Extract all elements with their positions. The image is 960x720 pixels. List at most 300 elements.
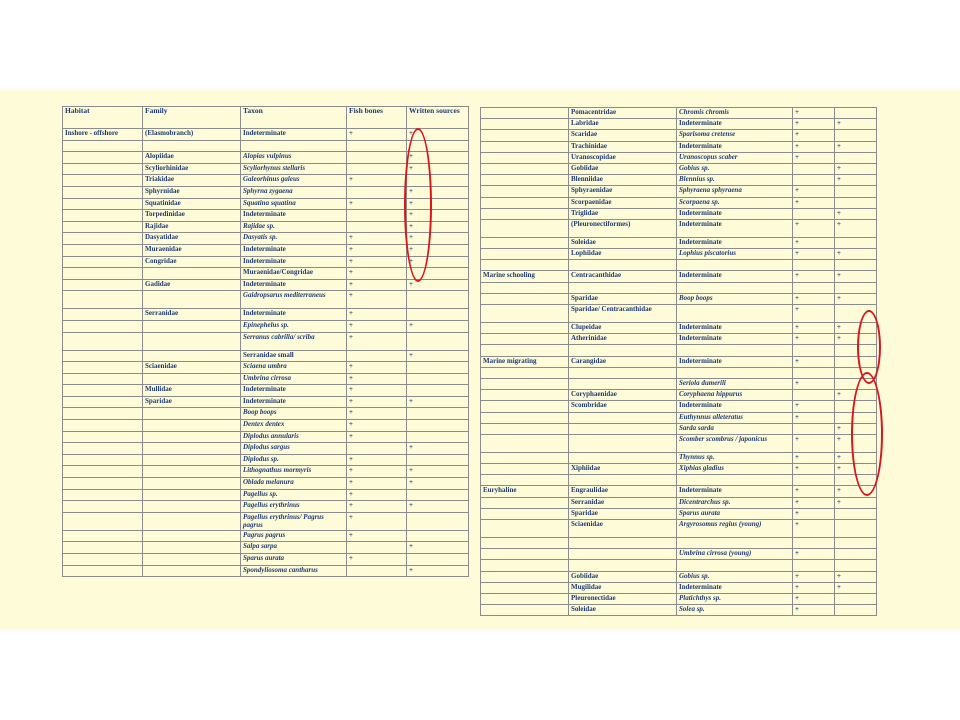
family-cell bbox=[143, 478, 241, 490]
family-cell: Sparidae/ Centracanthidae bbox=[569, 305, 677, 323]
habitat-cell bbox=[481, 605, 569, 616]
table-row bbox=[481, 475, 877, 486]
table-row bbox=[481, 593, 877, 604]
taxon-cell: Platichthys sp. bbox=[677, 593, 793, 604]
family-cell: Clupeidae bbox=[569, 323, 677, 334]
habitat-cell bbox=[481, 582, 569, 593]
written-sources-cell: + bbox=[407, 221, 469, 233]
table-row bbox=[481, 208, 877, 219]
family-cell: Gobiidae bbox=[569, 571, 677, 582]
fish-bones-cell: + bbox=[793, 412, 835, 423]
written-sources-cell bbox=[835, 197, 877, 208]
habitat-cell bbox=[63, 221, 143, 233]
fish-bones-cell: + bbox=[347, 256, 407, 268]
family-cell bbox=[143, 408, 241, 420]
fish-bones-cell bbox=[793, 260, 835, 271]
fish-bones-cell: + bbox=[793, 571, 835, 582]
habitat-cell bbox=[481, 186, 569, 197]
habitat-cell bbox=[63, 279, 143, 291]
habitat-cell bbox=[63, 454, 143, 466]
family-cell: Sphyraenidae bbox=[569, 186, 677, 197]
family-cell: Triglidae bbox=[569, 208, 677, 219]
taxon-cell: Indeterminate bbox=[241, 385, 347, 397]
taxon-cell: Indeterminate bbox=[677, 401, 793, 412]
written-sources-cell: + bbox=[835, 175, 877, 186]
habitat-cell bbox=[481, 260, 569, 271]
habitat-cell bbox=[481, 452, 569, 463]
table-row bbox=[63, 279, 469, 291]
written-sources-cell bbox=[835, 593, 877, 604]
fish-bones-cell bbox=[347, 350, 407, 362]
table-row bbox=[481, 152, 877, 163]
fish-bones-cell: + bbox=[793, 197, 835, 208]
habitat-cell bbox=[481, 367, 569, 378]
written-sources-cell: + bbox=[835, 208, 877, 219]
fish-bones-cell bbox=[793, 163, 835, 174]
table-row bbox=[63, 396, 469, 408]
habitat-cell bbox=[481, 520, 569, 538]
taxon-cell: Squatina squatina bbox=[241, 198, 347, 210]
habitat-cell bbox=[481, 390, 569, 401]
table-row bbox=[481, 464, 877, 475]
table-row bbox=[481, 219, 877, 237]
written-sources-cell bbox=[835, 282, 877, 293]
family-cell: Sparidae bbox=[569, 508, 677, 519]
written-sources-cell: + bbox=[835, 497, 877, 508]
fish-bones-cell: + bbox=[347, 554, 407, 566]
fish-bones-cell bbox=[793, 390, 835, 401]
table-row bbox=[481, 401, 877, 412]
written-sources-cell: + bbox=[835, 141, 877, 152]
habitat-cell bbox=[63, 373, 143, 385]
fish-bones-cell: + bbox=[347, 431, 407, 443]
habitat-cell bbox=[63, 152, 143, 164]
family-cell bbox=[143, 542, 241, 554]
family-cell bbox=[569, 549, 677, 560]
taxon-cell: Spondyliosoma cantharus bbox=[241, 565, 347, 577]
habitat-cell bbox=[63, 466, 143, 478]
taxon-cell bbox=[677, 367, 793, 378]
family-cell: Scombridae bbox=[569, 401, 677, 412]
fish-bones-cell: + bbox=[347, 244, 407, 256]
habitat-cell bbox=[481, 175, 569, 186]
habitat-cell bbox=[481, 538, 569, 549]
table-row bbox=[63, 129, 469, 141]
table-row bbox=[481, 163, 877, 174]
taxon-cell: Indeterminate bbox=[677, 323, 793, 334]
fish-bones-cell: + bbox=[347, 420, 407, 432]
written-sources-cell: + bbox=[835, 390, 877, 401]
habitat-cell: Marine migrating bbox=[481, 356, 569, 367]
table-row bbox=[481, 367, 877, 378]
fish-bones-cell: + bbox=[793, 141, 835, 152]
habitat-cell bbox=[481, 434, 569, 452]
fish-bones-cell: + bbox=[793, 108, 835, 119]
taxon-cell: Coryphaena hippurus bbox=[677, 390, 793, 401]
table-row bbox=[63, 408, 469, 420]
table-row bbox=[481, 497, 877, 508]
written-sources-cell bbox=[835, 186, 877, 197]
written-sources-cell: + bbox=[835, 582, 877, 593]
fish-bones-cell: + bbox=[793, 119, 835, 130]
written-sources-cell: + bbox=[835, 571, 877, 582]
fish-bones-cell bbox=[347, 163, 407, 175]
family-cell: Trachinidae bbox=[569, 141, 677, 152]
fish-bones-cell: + bbox=[793, 520, 835, 538]
fish-bones-cell: + bbox=[793, 486, 835, 497]
table-row bbox=[63, 268, 469, 280]
habitat-cell bbox=[63, 210, 143, 222]
habitat-cell bbox=[481, 345, 569, 356]
family-cell: Muraenidae bbox=[143, 244, 241, 256]
written-sources-cell bbox=[835, 130, 877, 141]
fish-bones-cell: + bbox=[793, 130, 835, 141]
habitat-cell bbox=[481, 412, 569, 423]
habitat-cell bbox=[481, 108, 569, 119]
habitat-cell bbox=[481, 497, 569, 508]
habitat-cell bbox=[481, 219, 569, 237]
fish-bones-cell bbox=[793, 282, 835, 293]
written-sources-cell: + bbox=[407, 443, 469, 455]
taxon-cell bbox=[677, 475, 793, 486]
table-row bbox=[481, 345, 877, 356]
family-cell bbox=[569, 367, 677, 378]
written-sources-cell: + bbox=[407, 542, 469, 554]
habitat-cell bbox=[481, 130, 569, 141]
table-row bbox=[481, 119, 877, 130]
family-cell bbox=[143, 466, 241, 478]
taxon-cell: Rajidae sp. bbox=[241, 221, 347, 233]
table-row bbox=[481, 323, 877, 334]
habitat-cell bbox=[481, 197, 569, 208]
family-cell: Sciaenidae bbox=[143, 362, 241, 374]
fish-bones-cell: + bbox=[793, 378, 835, 389]
family-cell: Gobiidae bbox=[569, 163, 677, 174]
fish-bones-cell: + bbox=[793, 434, 835, 452]
taxon-cell: Pagellus erythrinus bbox=[241, 501, 347, 513]
fish-bones-cell: + bbox=[793, 323, 835, 334]
table-row bbox=[481, 197, 877, 208]
family-cell bbox=[143, 454, 241, 466]
habitat-cell bbox=[481, 208, 569, 219]
written-sources-cell: + bbox=[407, 320, 469, 332]
written-sources-cell: + bbox=[407, 466, 469, 478]
written-sources-cell: + bbox=[407, 350, 469, 362]
written-sources-cell bbox=[407, 530, 469, 542]
taxon-cell bbox=[677, 282, 793, 293]
fish-bones-cell: + bbox=[347, 320, 407, 332]
table-row bbox=[481, 549, 877, 560]
written-sources-cell bbox=[407, 309, 469, 321]
habitat-cell bbox=[481, 119, 569, 130]
taxon-cell bbox=[241, 140, 347, 152]
fish-bones-cell: + bbox=[793, 464, 835, 475]
taxon-cell: Indeterminate bbox=[677, 582, 793, 593]
habitat-cell bbox=[481, 423, 569, 434]
habitat-cell bbox=[481, 237, 569, 248]
family-cell: Scaridae bbox=[569, 130, 677, 141]
taxon-cell: Galeorhinus galeus bbox=[241, 175, 347, 187]
fish-bones-cell: + bbox=[347, 454, 407, 466]
taxon-cell: Euthynnus alleteratus bbox=[677, 412, 793, 423]
habitat-cell bbox=[63, 163, 143, 175]
written-sources-cell: + bbox=[407, 210, 469, 222]
fish-bones-cell: + bbox=[793, 497, 835, 508]
family-cell: Blenniidae bbox=[569, 175, 677, 186]
fish-bones-cell: + bbox=[793, 237, 835, 248]
table-row bbox=[63, 478, 469, 490]
table-row bbox=[481, 605, 877, 616]
taxon-cell: Indeterminate bbox=[677, 271, 793, 282]
written-sources-cell: + bbox=[407, 198, 469, 210]
habitat-cell bbox=[63, 431, 143, 443]
family-cell bbox=[569, 378, 677, 389]
habitat-cell bbox=[63, 489, 143, 501]
habitat-cell bbox=[63, 420, 143, 432]
family-cell bbox=[143, 431, 241, 443]
written-sources-cell: + bbox=[835, 119, 877, 130]
family-cell bbox=[569, 475, 677, 486]
fish-bones-cell bbox=[793, 345, 835, 356]
fish-bones-cell: + bbox=[793, 152, 835, 163]
table-row bbox=[481, 237, 877, 248]
highlight-oval-right-lower bbox=[851, 372, 883, 496]
written-sources-cell bbox=[835, 508, 877, 519]
taxon-cell: Indeterminate bbox=[677, 208, 793, 219]
highlight-oval-left bbox=[404, 128, 432, 282]
right-table-body bbox=[481, 108, 877, 616]
table-row bbox=[481, 293, 877, 304]
written-sources-cell bbox=[835, 260, 877, 271]
taxon-cell bbox=[677, 345, 793, 356]
table-row bbox=[481, 356, 877, 367]
taxon-cell: Oblada melanura bbox=[241, 478, 347, 490]
fish-bones-cell: + bbox=[793, 305, 835, 323]
family-cell: Mullidae bbox=[143, 385, 241, 397]
taxon-cell: Lophius piscatorius bbox=[677, 249, 793, 260]
fish-bones-cell: + bbox=[347, 530, 407, 542]
table-row bbox=[63, 530, 469, 542]
habitat-cell bbox=[481, 571, 569, 582]
table-row bbox=[63, 420, 469, 432]
written-sources-cell bbox=[407, 554, 469, 566]
family-cell: Dasyatidae bbox=[143, 233, 241, 245]
table-row bbox=[481, 305, 877, 323]
family-cell: Triakidae bbox=[143, 175, 241, 187]
written-sources-cell bbox=[835, 538, 877, 549]
habitat-cell bbox=[63, 140, 143, 152]
fish-bones-cell bbox=[347, 140, 407, 152]
table-row bbox=[481, 434, 877, 452]
fish-bones-cell: + bbox=[347, 512, 407, 530]
written-sources-cell: + bbox=[835, 163, 877, 174]
family-cell: Scyliorhinidae bbox=[143, 163, 241, 175]
table-row bbox=[481, 508, 877, 519]
taxon-cell: Pagrus pagrus bbox=[241, 530, 347, 542]
family-cell: (Pleuronectiformes) bbox=[569, 219, 677, 237]
fish-bones-cell: + bbox=[793, 249, 835, 260]
written-sources-cell bbox=[407, 512, 469, 530]
habitat-cell bbox=[481, 152, 569, 163]
family-cell bbox=[569, 560, 677, 571]
family-cell: Pomacentridae bbox=[569, 108, 677, 119]
taxon-cell: Indeterminate bbox=[241, 129, 347, 141]
fish-bones-cell bbox=[347, 221, 407, 233]
table-row bbox=[63, 291, 469, 309]
taxon-cell bbox=[677, 560, 793, 571]
family-cell: Sparidae bbox=[143, 396, 241, 408]
fish-bones-cell bbox=[793, 367, 835, 378]
taxon-cell: Pagellus sp. bbox=[241, 489, 347, 501]
written-sources-cell bbox=[835, 560, 877, 571]
written-sources-cell bbox=[407, 332, 469, 350]
habitat-cell bbox=[481, 141, 569, 152]
header-family: Family bbox=[143, 107, 241, 129]
fish-bones-cell: + bbox=[793, 452, 835, 463]
taxon-cell: Indeterminate bbox=[677, 219, 793, 237]
taxon-cell: Indeterminate bbox=[677, 356, 793, 367]
taxon-cell: Sparisoma cretense bbox=[677, 130, 793, 141]
fish-bones-cell: + bbox=[793, 593, 835, 604]
habitat-cell bbox=[481, 293, 569, 304]
taxon-cell: Serranus cabrilla/ scriba bbox=[241, 332, 347, 350]
taxon-cell: Sparus aurata bbox=[241, 554, 347, 566]
taxon-cell: Alopias vulpinus bbox=[241, 152, 347, 164]
family-cell bbox=[143, 268, 241, 280]
written-sources-cell: + bbox=[835, 464, 877, 475]
table-row bbox=[481, 334, 877, 345]
habitat-cell bbox=[63, 256, 143, 268]
taxon-cell: Indeterminate bbox=[677, 119, 793, 130]
family-cell bbox=[143, 332, 241, 350]
taxon-cell bbox=[677, 260, 793, 271]
header-habitat: Habitat bbox=[63, 107, 143, 129]
fish-bones-cell bbox=[347, 542, 407, 554]
written-sources-cell bbox=[407, 489, 469, 501]
taxon-cell bbox=[677, 538, 793, 549]
written-sources-cell: + bbox=[407, 233, 469, 245]
table-row bbox=[481, 282, 877, 293]
taxon-cell: Indeterminate bbox=[677, 334, 793, 345]
habitat-cell: Inshore - offshore bbox=[63, 129, 143, 141]
family-cell: Sparidae bbox=[569, 293, 677, 304]
habitat-cell bbox=[63, 408, 143, 420]
family-cell: Coryphaenidae bbox=[569, 390, 677, 401]
table-row bbox=[481, 538, 877, 549]
fish-bones-cell: + bbox=[793, 271, 835, 282]
table-row bbox=[481, 141, 877, 152]
written-sources-cell: + bbox=[407, 478, 469, 490]
family-cell: Mugilidae bbox=[569, 582, 677, 593]
habitat-cell bbox=[481, 560, 569, 571]
habitat-cell bbox=[481, 282, 569, 293]
taxon-cell: Seriola dumerili bbox=[677, 378, 793, 389]
table-row bbox=[481, 390, 877, 401]
table-row bbox=[63, 565, 469, 577]
fish-bones-cell: + bbox=[347, 279, 407, 291]
fish-bones-cell: + bbox=[793, 605, 835, 616]
fish-bones-cell: + bbox=[347, 373, 407, 385]
fish-bones-cell: + bbox=[347, 309, 407, 321]
fish-bones-cell: + bbox=[347, 129, 407, 141]
habitat-cell bbox=[481, 401, 569, 412]
family-cell: Engraulidae bbox=[569, 486, 677, 497]
table-row bbox=[481, 260, 877, 271]
habitat-cell bbox=[63, 362, 143, 374]
taxon-cell: Solea sp. bbox=[677, 605, 793, 616]
family-cell: Sphyrnidae bbox=[143, 186, 241, 198]
taxon-cell: Gaidropsarus mediterraneus bbox=[241, 291, 347, 309]
written-sources-cell: + bbox=[835, 423, 877, 434]
written-sources-cell: + bbox=[407, 163, 469, 175]
family-cell bbox=[143, 291, 241, 309]
habitat-cell bbox=[63, 175, 143, 187]
fish-bones-cell: + bbox=[347, 501, 407, 513]
family-cell bbox=[143, 140, 241, 152]
fish-bones-cell bbox=[347, 210, 407, 222]
habitat-cell bbox=[63, 396, 143, 408]
table-row bbox=[63, 320, 469, 332]
habitat-cell bbox=[481, 249, 569, 260]
taxon-cell: Salpa sarpa bbox=[241, 542, 347, 554]
fish-bones-cell: + bbox=[347, 198, 407, 210]
header-taxon: Taxon bbox=[241, 107, 347, 129]
family-cell bbox=[143, 443, 241, 455]
table-row bbox=[63, 309, 469, 321]
written-sources-cell: + bbox=[407, 501, 469, 513]
taxon-cell: Thynnus sp. bbox=[677, 452, 793, 463]
taxon-cell: Indeterminate bbox=[241, 244, 347, 256]
written-sources-cell: + bbox=[407, 244, 469, 256]
fish-bones-cell: + bbox=[793, 582, 835, 593]
taxon-cell: Diplodus annularis bbox=[241, 431, 347, 443]
fish-bones-cell: + bbox=[793, 219, 835, 237]
written-sources-cell: + bbox=[407, 279, 469, 291]
taxon-cell: Pagellus erythrinus/ Pagrus pagrus bbox=[241, 512, 347, 530]
table-row bbox=[481, 486, 877, 497]
taxon-cell: Indeterminate bbox=[241, 256, 347, 268]
habitat-cell bbox=[63, 478, 143, 490]
family-cell bbox=[143, 501, 241, 513]
habitat-cell bbox=[481, 549, 569, 560]
taxon-cell: Epinephelus sp. bbox=[241, 320, 347, 332]
fish-bones-cell bbox=[347, 186, 407, 198]
family-cell bbox=[569, 452, 677, 463]
habitat-cell bbox=[63, 443, 143, 455]
fish-bones-cell bbox=[793, 475, 835, 486]
fish-bones-cell bbox=[347, 565, 407, 577]
habitat-cell bbox=[63, 385, 143, 397]
family-cell: Alopiidae bbox=[143, 152, 241, 164]
family-cell bbox=[569, 345, 677, 356]
family-cell bbox=[143, 420, 241, 432]
written-sources-cell: + bbox=[835, 249, 877, 260]
taxon-cell: Diplodus sargus bbox=[241, 443, 347, 455]
written-sources-cell bbox=[835, 237, 877, 248]
table-row bbox=[481, 108, 877, 119]
written-sources-cell: + bbox=[835, 434, 877, 452]
family-cell: Sciaenidae bbox=[569, 520, 677, 538]
table-row bbox=[63, 512, 469, 530]
habitat-cell bbox=[63, 309, 143, 321]
habitat-cell bbox=[63, 320, 143, 332]
table-row bbox=[481, 423, 877, 434]
taxon-cell: Diplodus sp. bbox=[241, 454, 347, 466]
fish-bones-cell bbox=[793, 560, 835, 571]
written-sources-cell bbox=[835, 605, 877, 616]
table-row bbox=[481, 130, 877, 141]
habitat-cell bbox=[63, 512, 143, 530]
